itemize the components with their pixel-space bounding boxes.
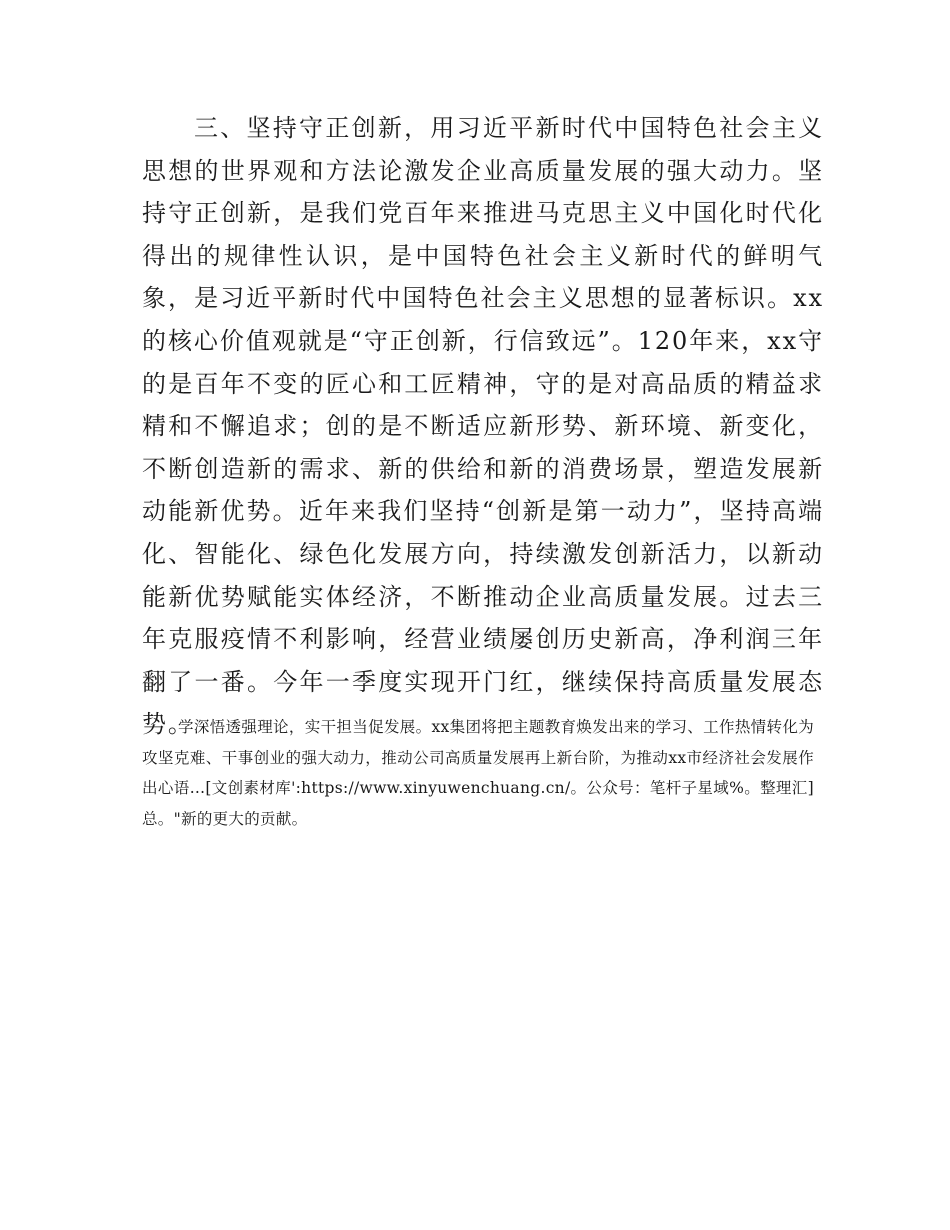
body-paragraph-secondary: 学深悟透强理论，实干担当促发展。xx集团将把主题教育焕发出来的学习、工作热情转化为攻坚克难、干事创业的强大动力，推动公司高质量发展再上新台阶，为推动xx市经济社会发展作出心语…[文创素材库':https://www.xinyuwenchuang.cn/。公众号：笔杆子星域%。整理汇]总。"新的更大的贡献。 bbox=[142, 718, 814, 828]
body-paragraph-main: 三、坚持守正创新，用习近平新时代中国特色社会主义思想的世界观和方法论激发企业高质量发展的强大动力。坚持守正创新，是我们党百年来推进马克思主义中国化时代化得出的规律性认识，是中国特色社会主义新时代的鲜明气象，是习近平新时代中国特色社会主义思想的显著标识。xx的核心价值观就是“守正创新，行信致远”。120年来，xx守的是百年不变的匠心和工匠精神，守的是对高品质的精益求精和不懈追求；创的是不断适应新形势、新环境、新变化，不断创造新的需求、新的供给和新的消费场景，塑造发展新动能新优势。近年来我们坚持“创新是第一动力”，坚持高端化、智能化、绿色化发展方向，持续激发创新活力，以新动能新优势赋能实体经济，不断推动企业高质量发展。过去三年克服疫情不利影响，经营业绩屡创历史新高，净利润三年翻了一番。今年一季度实现开门红，继续保持高质量发展态势。 bbox=[142, 114, 824, 739]
